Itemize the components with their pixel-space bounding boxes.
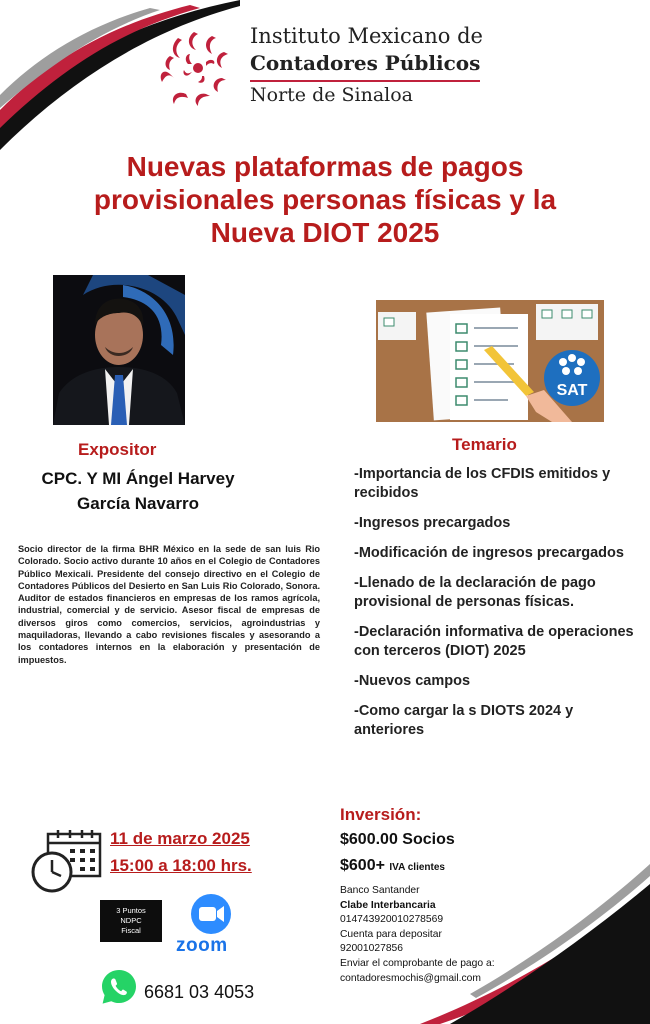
badge-line: Fiscal	[121, 926, 141, 935]
event-title-line: provisionales personas físicas y la	[93, 184, 557, 215]
event-title-line: Nuevas plataformas de pagos	[126, 151, 524, 182]
event-title	[20, 150, 630, 249]
whatsapp-icon	[100, 968, 138, 1006]
list-item: -Nuevos campos	[354, 673, 471, 689]
bank-info	[340, 884, 540, 986]
price-clients	[340, 857, 445, 875]
list-item: -Llenado de la declaración de pago provisional de personas físicas.	[354, 575, 596, 610]
event-time: 15:00 a 18:00 hrs.	[110, 856, 252, 875]
send-receipt-label: Enviar el comprobante de pago a:	[340, 957, 495, 969]
clabe-label: Clabe Interbancaria	[340, 899, 436, 911]
list-item: -Ingresos precargados	[354, 515, 511, 531]
sat-logo-text: SAT	[556, 382, 588, 399]
speaker-bio: Socio director de la firma BHR México en la sede de san luis Rio Colorado. Socio activo durante 10 años en el Colegio de Contadores Público Mexicali. Presidente del consejo directivo en el Colegio de Contadores Públicos del Desierto en San Luis Rio Colorado, Sonora. Auditor de estados financieros en empresas de los ramos agrícola, industrial, comercial y de servicio. Asesor fiscal de empresas de diversos giros como comercios, servicios, agroindustrias y maquiladoras, llevando a cabo revisiones fiscales y asesorando a los contadores internos en la elaboración y presentación de impuestos.	[18, 544, 320, 665]
institute-divider	[250, 80, 480, 82]
badge-line: NDPC	[120, 916, 142, 925]
speaker-photo	[53, 275, 185, 425]
ndpc-points-badge	[100, 900, 162, 942]
bank-name: Banco Santander	[340, 885, 420, 896]
expositor-label: Expositor	[78, 440, 157, 459]
event-date: 11 de marzo 2025	[110, 829, 250, 848]
speaker-name-line: García Navarro	[77, 494, 199, 513]
institute-logo-icon	[160, 28, 236, 108]
list-item: -Como cargar la s DIOTS 2024 y anteriores	[354, 703, 574, 738]
temario-label: Temario	[452, 435, 517, 454]
zoom-icon	[190, 893, 232, 935]
list-item: -Importancia de los CFDIS emitidos y recibidos	[354, 466, 611, 501]
speaker-name	[18, 466, 258, 516]
price-clients-label: IVA clientes	[389, 862, 445, 873]
temario-list	[354, 465, 644, 751]
checklist-illustration	[376, 300, 604, 422]
badge-line: 3 Puntos	[116, 906, 146, 915]
institute-chapter: Norte de Sinaloa	[250, 84, 414, 106]
list-item: -Declaración informativa de operaciones con terceros (DIOT) 2025	[354, 624, 634, 659]
institute-name-line1: Instituto Mexicano de	[250, 24, 483, 48]
zoom-label: zoom	[176, 935, 228, 956]
list-item: -Modificación de ingresos precargados	[354, 545, 624, 561]
event-title-line: Nueva DIOT 2025	[210, 217, 440, 248]
institute-name-line2: Contadores Públicos	[250, 51, 481, 75]
speaker-name-line: CPC. Y MI Ángel Harvey	[41, 469, 235, 488]
price-socios	[340, 831, 455, 849]
price-socios-amount: $600.00	[340, 831, 398, 848]
inversion-label: Inversión:	[340, 805, 422, 824]
price-socios-label: Socios	[402, 831, 455, 848]
contact-email: contadoresmochis@gmail.com	[340, 972, 481, 984]
account-number: 92001027856	[340, 943, 403, 955]
clabe-number: 014743920010278569	[340, 914, 444, 926]
account-label: Cuenta para depositar	[340, 928, 442, 940]
phone-number: 6681 03 4053	[144, 982, 255, 1002]
price-clients-amount: $600+	[340, 857, 385, 874]
calendar-clock-icon	[30, 828, 104, 894]
checklist-sat-illustration	[376, 300, 604, 422]
speaker-portrait-illustration	[53, 275, 185, 425]
